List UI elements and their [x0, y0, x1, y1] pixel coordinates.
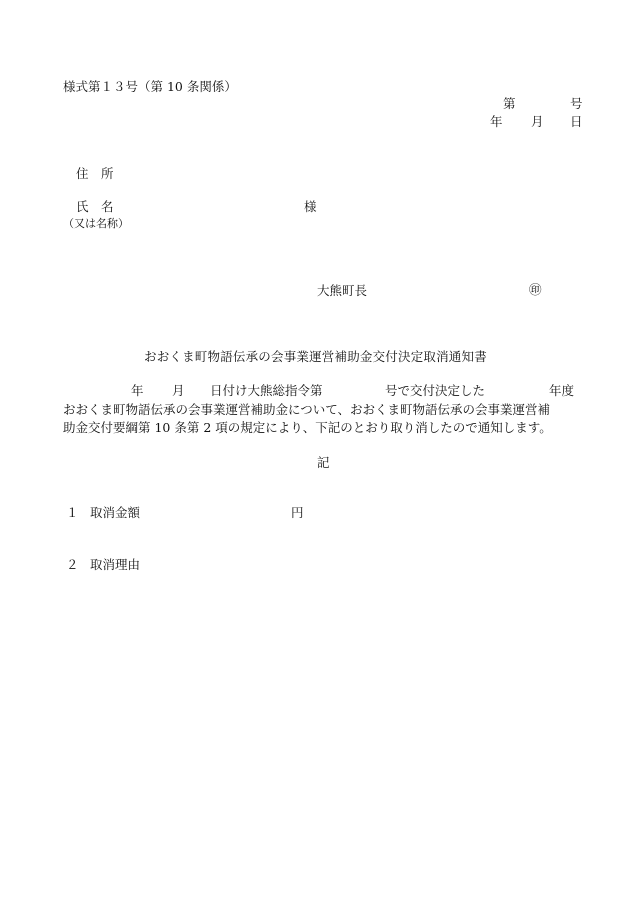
date-year: 年: [490, 114, 503, 129]
body-line-3: 助金交付要綱第 10 条第 2 項の規定により、下記のとおり取り消したので通知します。: [63, 420, 552, 435]
date-month: 月: [531, 114, 544, 129]
item-number: ２: [66, 557, 79, 572]
body-dated: 日付け大熊総指令第: [210, 383, 323, 398]
name-label: 氏 名: [76, 199, 114, 214]
item-number: １: [66, 505, 79, 520]
item-label-cancel-amount: 取消金額: [90, 505, 141, 520]
body-fiscal-year: 年度: [549, 383, 575, 398]
date-day: 日: [570, 114, 583, 129]
address-label: 住 所: [76, 166, 114, 181]
item-label-cancel-reason: 取消理由: [90, 557, 141, 572]
body-line-2: おおくま町物語伝承の会事業運営補助金について、おおくま町物語伝承の会事業運営補: [63, 402, 551, 417]
document-title: おおくま町物語伝承の会事業運営補助金交付決定取消通知書: [144, 349, 487, 364]
document-number-suffix: 号: [570, 96, 583, 111]
form-label: 様式第１３号（第 10 条関係）: [63, 79, 237, 94]
document-number-prefix: 第: [503, 96, 516, 111]
honorific-sama: 様: [304, 199, 317, 214]
body-year: 年: [131, 383, 144, 398]
seal-mark: ㊞: [529, 282, 542, 297]
ki-heading: 記: [317, 455, 330, 470]
issuer-title: 大熊町長: [317, 283, 368, 298]
body-month: 月: [172, 383, 185, 398]
item-unit-yen: 円: [291, 505, 304, 520]
name-note: （又は名称）: [63, 217, 129, 230]
body-issued: 号で交付決定した: [385, 383, 486, 398]
